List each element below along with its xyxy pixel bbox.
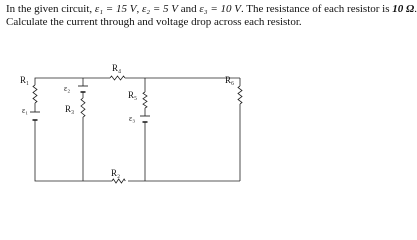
- battery-e1: [30, 112, 40, 120]
- resistor-r6: [238, 86, 242, 104]
- label-e3: ε₃: [129, 114, 136, 123]
- wire-left-column: [35, 103, 240, 181]
- label-r1: R₁: [20, 75, 30, 85]
- resistance-text: . The resistance of each resistor is: [240, 3, 393, 15]
- label-r4: R₄: [112, 63, 122, 73]
- and-text: and: [178, 3, 200, 15]
- battery-e3: [140, 116, 150, 122]
- emf1-value: ε₁ = 15 V: [94, 3, 137, 15]
- label-r6: R₆: [225, 75, 235, 85]
- emf3-value: ε₃ = 10 V: [199, 3, 241, 15]
- problem-line-2: Calculate the current through and voltage drop across each resistor.: [6, 16, 302, 28]
- resistance-value: 10 Ω: [392, 3, 415, 15]
- resistor-r1: [33, 85, 37, 103]
- label-e1: ε₁: [22, 106, 29, 115]
- resistor-r3: [81, 98, 85, 117]
- battery-e2: [78, 86, 88, 92]
- resistor-r2: [112, 179, 125, 183]
- resistor-r4: [110, 76, 125, 80]
- label-r5: R₅: [128, 90, 138, 100]
- resistor-r5: [143, 92, 147, 108]
- label-e2: ε₂: [64, 84, 71, 93]
- label-r2: R₂: [111, 168, 121, 178]
- intro-text: In the given circuit,: [6, 3, 95, 15]
- problem-line-1: In the given circuit, ε₁ = 15 V, ε₂ = 5 V and ε₃ = 10 V. The resistance of each resistor is 10 Ω.: [6, 3, 417, 15]
- label-r3: R₃: [65, 104, 75, 114]
- emf2-value: ε₂ = 5 V: [141, 3, 179, 15]
- period-text: .: [414, 3, 417, 15]
